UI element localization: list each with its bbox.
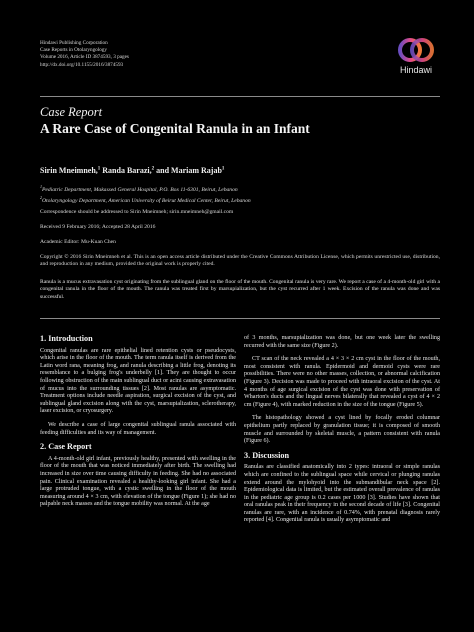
affil-sup: 1	[40, 184, 42, 189]
publisher-name: Hindawi Publishing Corporation	[40, 40, 108, 46]
paragraph: The histopathology showed a cyst lined by focally eroded columnar epithelium partly replaced by granulation tissue; it is composed of smooth muscle and surrounded by skeletal muscle, a pattern consistent with ranula (Figure 6).	[244, 415, 440, 445]
article-title: A Rare Case of Congenital Ranula in an Infant	[40, 121, 310, 136]
author-list	[40, 166, 224, 175]
author-name: Sirin Mneimneh,	[40, 166, 98, 175]
paragraph: Congenital ranulas are rare epithelial lined retention cysts or pseudocysts, which arise in the floor of the mouth. The term ranula itself is derived from the Latin word rana, meaning frog, and ranula describing a little frog, denoting its resemblance to a bulging frog's underbelly [1]. They are thought to occur following obstruction of the main sublingual duct or acini causing extravasation of mucus into the surrounding tissues [2]. Most ranulas are asymptomatic. Treatment options include needle aspiration, surgical excision of the cyst, and sublingual gland excision along with the cyst, marsupialization, sclerotherapy, laser excision, or cryosurgery.	[40, 347, 236, 415]
copyright-notice: Copyright © 2016 Sirin Mneimneh et al. This is an open access article distributed under the Creative Commons Attribution License, which permits unrestricted use, distribution, and reproduction in any medium, provided the original work is properly cited.	[40, 254, 440, 268]
author-affil-sup: 1	[221, 166, 225, 172]
affil-text: Pediatric Department, Makassed General Hospital, P.O. Box 11-6301, Beirut, Lebanon	[42, 186, 238, 193]
section-heading-discussion: 3. Discussion	[244, 450, 290, 460]
author-affil-sup: 2	[151, 166, 155, 172]
journal-header	[40, 40, 129, 69]
section-heading-case-report: 2. Case Report	[40, 442, 92, 452]
paragraph: A 4-month-old girl infant, previously healthy, presented with swelling in the floor of the mouth that was noticed immediately after birth. The swelling had increased in size over time causing difficulty in feeding. She had no associated pain. Clinical examination revealed a healthy-looking girl infant. She had a large protruded tongue, with a cystic swelling in the floor of the mouth measuring around 4 × 3 cm, with elevation of the tongue (Figure 1); she had no palpable neck masses and the tongue mobility was normal. At the age	[40, 455, 236, 508]
doi-link[interactable]: http://dx.doi.org/10.1155/2016/3874593	[40, 61, 124, 68]
volume-info: Volume 2016, Article ID 3874593, 3 pages	[40, 54, 129, 61]
journal-name: Case Reports in Otolaryngology	[40, 47, 107, 54]
academic-editor: Academic Editor: Mu-Kuan Chen	[40, 239, 116, 245]
hindawi-logo	[392, 36, 440, 86]
abstract-divider	[40, 318, 440, 319]
paragraph: We describe a case of large congenital sublingual ranula associated with feeding difficulties and its way of management.	[40, 421, 236, 436]
correspondence: Correspondence should be addressed to Sirin Mneimneh; sirin.mneimneh@gmail.com	[40, 209, 234, 215]
logo-text: Hindawi	[399, 65, 432, 75]
paragraph: Ranulas are classified anatomically into 2 types: intraoral or simple ranulas which are confined to the sublingual space while cervical or plunging ranulas extend around the mylohyoid into the submandibular neck space [2]. Epidemiological data is limited, but the estimated overall prevalence of ranulas in the pediatric age group is 0.2 cases per 1000 [3]. Studies have shown that oral ranulas peak in their frequency in the second decade of life [3]. Congenital ranulas are rare, with an incidence of 0.74%, with prenatal diagnosis rarely reported [4]. Congenital ranula is usually asymptomatic and	[244, 464, 440, 524]
paragraph: of 3 months, marsupialization was done, but one week later the swelling recurred with the same size (Figure 2).	[244, 335, 440, 349]
affiliations	[40, 183, 440, 206]
right-column	[244, 335, 440, 531]
author-name: and Mariam Rajab	[154, 166, 222, 175]
hindawi-logo-icon	[396, 36, 436, 64]
author-name: Randa Barazi,	[100, 166, 152, 175]
affil-text: Otolaryngology Department, American University of Beirut Medical Center, Beirut, Lebanon	[42, 198, 251, 205]
abstract: Ranula is a mucus extravasation cyst originating from the sublingual gland on the floor of the mouth. Congenital ranula is very rare. We report a case of a 4-month-old girl with a congenital ranula in the floor of the mouth. The ranula was treated first by marsupialization, but the cyst recurred after 1 week. Excision of the ranula was done and was successful.	[40, 279, 440, 300]
paragraph: CT scan of the neck revealed a 4 × 3 × 2 cm cyst in the floor of the mouth, most consistent with ranula. Epidermoid and dermoid cysts were rare possibilities. There were no other masses, collection, or abnormal calcification (Figure 3). Decision was made to proceed with intraoral excision of the cyst. At 4 months of age surgical excision of the cyst was done with preservation of Wharton's ducts and the lingual nerves bilaterally that revealed a cyst of 4 × 2 cm (Figure 4), with marked reduction in the size of the tongue (Figure 5).	[244, 356, 440, 408]
header-divider	[40, 96, 440, 97]
section-heading-introduction: 1. Introduction	[40, 334, 93, 343]
left-column	[40, 335, 236, 515]
article-dates: Received 9 February 2016; Accepted 28 April 2016	[40, 224, 156, 230]
affil-sup: 2	[40, 195, 42, 201]
author-affil-sup: 1	[97, 166, 101, 172]
affiliation-line	[40, 183, 440, 194]
affiliation-line	[40, 194, 440, 205]
article-type: Case Report	[40, 105, 103, 119]
